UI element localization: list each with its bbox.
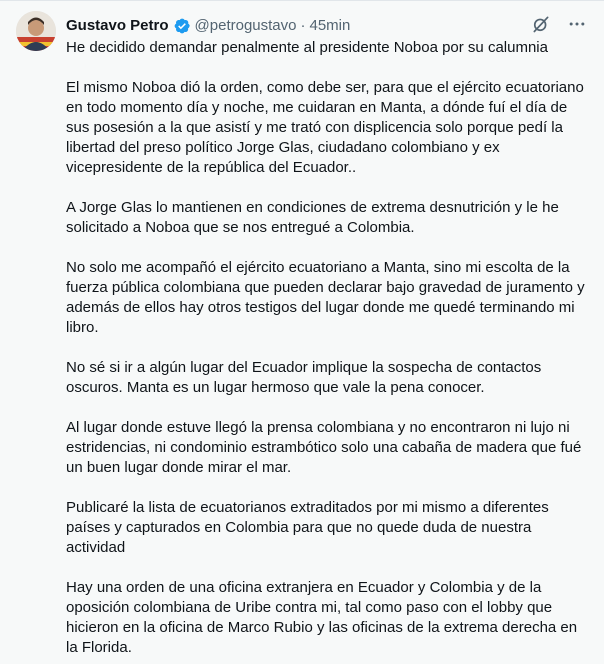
tweet-paragraph: No sé si ir a algún lugar del Ecuador implique la sospecha de contactos oscuros. Manta es un lugar hermoso que vale la pena conocer. <box>66 359 542 396</box>
tweet-paragraph: A Jorge Glas lo mantienen en condiciones de extrema desnutrición y le he solicitado a Noboa que se nos entregué a Colombia. <box>66 199 559 236</box>
tweet-time[interactable]: 45min <box>309 17 351 34</box>
tweet-header <box>66 15 588 37</box>
tweet-text <box>66 38 592 658</box>
tweet-paragraph: Publicaré la lista de ecuatorianos extraditados por mi mismo a diferentes países y capturados en Colombia para que no quede duda de nuestra actividad <box>66 499 549 556</box>
author-name[interactable]: Gustavo Petro <box>66 17 169 34</box>
grok-icon[interactable] <box>530 13 552 35</box>
avatar[interactable] <box>16 11 56 51</box>
avatar-image <box>16 11 56 51</box>
tweet-paragraph: Al lugar donde estuve llegó la prensa colombiana y no encontraron ni lujo ni estridencias, ni condominio estrambótico solo una cabaña de madera que fué un buen lugar donde mirar el mar. <box>66 419 582 476</box>
tweet-actions <box>530 13 588 35</box>
more-icon[interactable] <box>566 13 588 35</box>
author-handle[interactable]: @petrogustavo <box>194 17 297 34</box>
tweet-paragraph: Hay una orden de una oficina extranjera en Ecuador y Colombia y de la oposición colombiana de Uribe contra mi, tal como paso con el lobby que hicieron en la oficina de Marco Rubio y las oficinas de la extrema derecha en la Florida. <box>66 579 578 656</box>
tweet-paragraph: El mismo Noboa dió la orden, como debe ser, para que el ejército ecuatoriano en todo momento día y noche, me cuidaran en Manta, a dónde fuí el día de sus posesión a la que asistí y me trató con displicencia solo porque pedí la libertad del preso político Jorge Glas, ciudadano colombiano y ex vicepresidente de la república del Ecuador.. <box>66 79 584 176</box>
tweet-paragraph: No solo me acompañó el ejército ecuatoriano a Manta, sino mi escolta de la fuerza pública colombiana que pueden declarar bajo gravedad de juramento y además de ellos hay otros testigos del lugar donde me quedé terminando mi libro. <box>66 259 585 336</box>
separator-dot: · <box>300 17 306 34</box>
tweet-paragraph: He decidido demandar penalmente al presidente Noboa por su calumnia <box>66 39 548 56</box>
verified-badge-icon <box>173 17 191 35</box>
